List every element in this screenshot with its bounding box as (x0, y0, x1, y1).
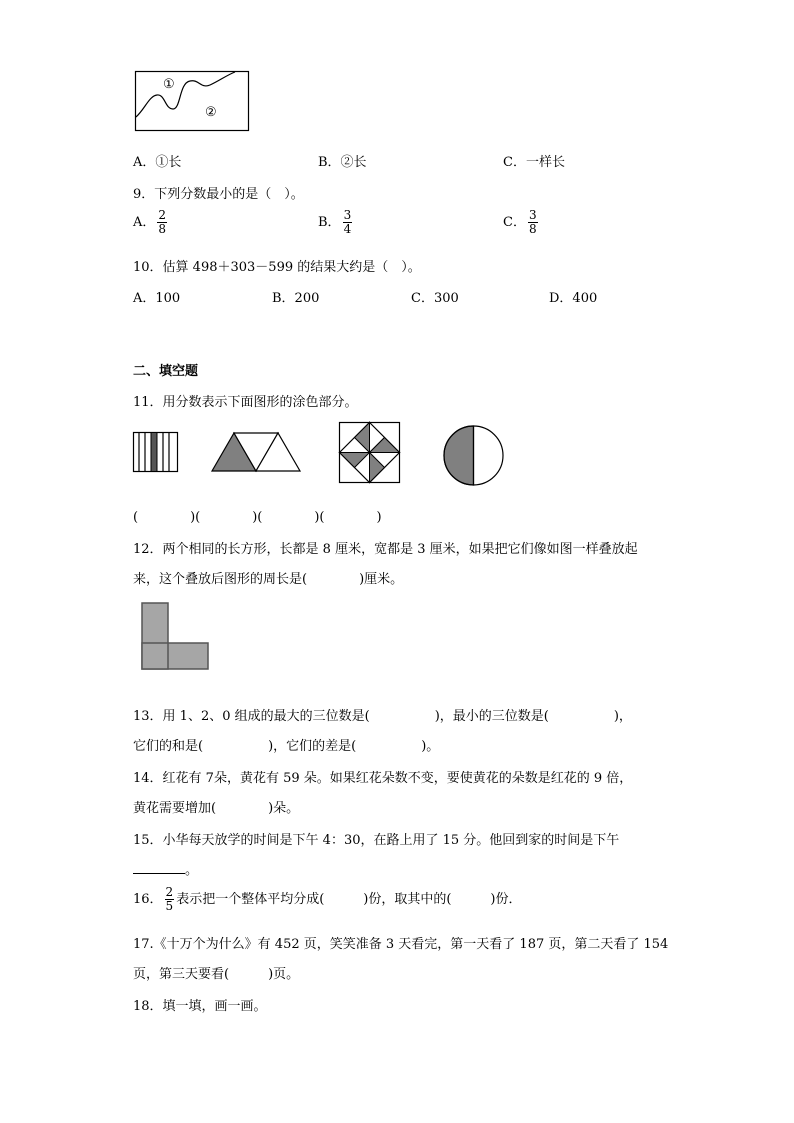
q10-stem: 10．估算 498＋303－599 的结果大约是（ ）。 (133, 260, 421, 275)
q17-line1: 17.《十万个为什么》有 452 页，笑笑准备 3 天看完，第一天看了 187 页，第二天看了 154 (133, 937, 669, 952)
q9-option-a[interactable] (133, 209, 169, 236)
map-figure (135, 71, 249, 131)
l-shape-figure (141, 602, 209, 670)
q13-line2: 它们的和是( )，它们的差是( )。 (133, 739, 440, 754)
q17-line2: 页，第三天要看( )页。 (133, 967, 300, 982)
q16-text: 表示把一个整体平均分成( )份，取其中的( )份． (176, 892, 522, 907)
q8-option-a[interactable]: A．①长 (133, 155, 182, 170)
q9-option-b[interactable] (318, 209, 354, 236)
q9-option-c[interactable] (503, 209, 540, 236)
q14-line2: 黄花需要增加( )朵。 (133, 801, 300, 816)
striped-rectangle-figure (133, 432, 179, 472)
q16-prefix: 16． (133, 892, 163, 907)
q16-line (133, 886, 521, 913)
q15-line2 (133, 859, 198, 878)
q9-a-fraction: $\frac{2}{8}$ (158, 208, 167, 236)
q11-stem: 11．用分数表示下面图形的涂色部分。 (133, 395, 358, 410)
q9-b-fraction: $\frac{3}{4}$ (343, 208, 352, 236)
q9-stem: 9．下列分数最小的是（ ）。 (133, 187, 304, 202)
q8-option-c[interactable]: C．一样长 (503, 155, 565, 170)
q9-a-label: A． (133, 215, 156, 230)
q12-line2: 来，这个叠放后图形的周长是( )厘米。 (133, 572, 404, 587)
q15-line1: 15．小华每天放学的时间是下午 4：30，在路上用了 15 分。他回到家的时间是下午 (133, 833, 620, 848)
q11-answer-blanks[interactable]: ( )( )( )( ) (133, 510, 382, 525)
q10-option-d[interactable]: D．400 (549, 291, 598, 306)
region2-label: ② (205, 105, 217, 120)
q14-line1: 14．红花有 7朵，黄花有 59 朵。如果红花朵数不变，要使黄花的朵数是红花的 9 倍， (133, 771, 633, 786)
q9-b-label: B． (318, 215, 341, 230)
q10-option-a[interactable]: A．100 (133, 291, 181, 306)
q9-c-fraction: $\frac{3}{8}$ (528, 208, 537, 236)
q10-option-c[interactable]: C．300 (411, 291, 459, 306)
q18-stem: 18．填一填，画一画。 (133, 999, 267, 1014)
q9-c-label: C． (503, 215, 526, 230)
q16-fraction: $\frac{2}{5}$ (165, 885, 174, 913)
trapezoid-figure (212, 432, 302, 472)
section-title: 二、填空题 (133, 364, 199, 379)
q12-line1: 12．两个相同的长方形，长都是 8 厘米，宽都是 3 厘米，如果把它们像如图一样叠放起 (133, 542, 638, 557)
q13-line1: 13．用 1、2、0 组成的最大的三位数是( )，最小的三位数是( )， (133, 709, 632, 724)
q8-option-b[interactable]: B．②长 (318, 155, 367, 170)
q15-answer-blank[interactable] (133, 861, 185, 874)
square-triangles-figure (339, 422, 401, 484)
region1-label: ① (163, 77, 175, 92)
q15-line2-suffix: 。 (185, 863, 199, 878)
half-circle-figure (443, 425, 505, 487)
q10-option-b[interactable]: B．200 (272, 291, 320, 306)
